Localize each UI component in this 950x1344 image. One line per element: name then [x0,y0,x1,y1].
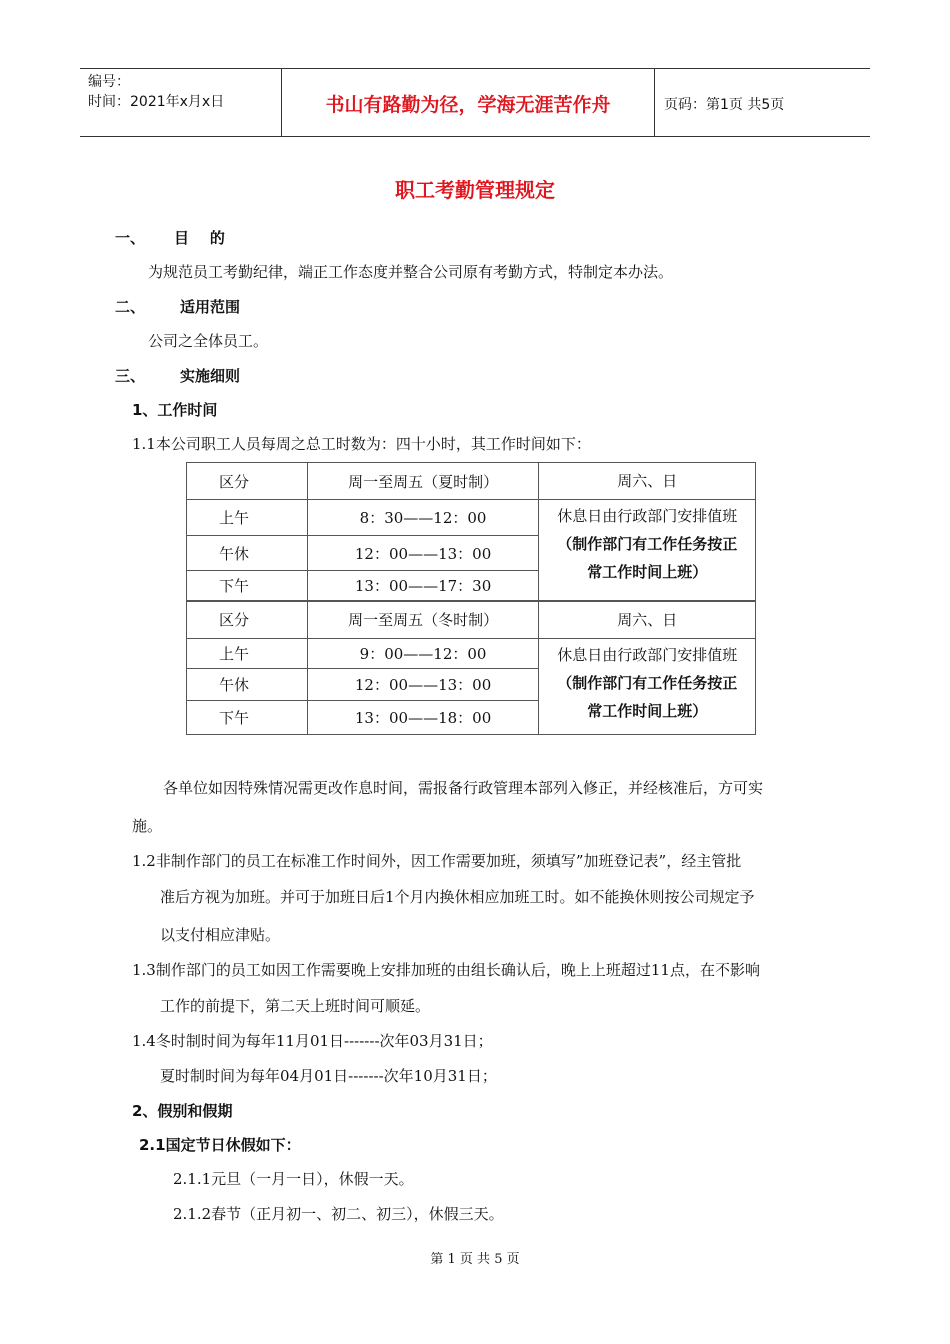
table-header-row [187,463,756,500]
table-row [187,500,756,536]
section-1-heading: 目 的 [174,229,225,247]
header-cell: 周一至周五（冬时制） [307,601,539,638]
document-title: 职工考勤管理规定 [395,178,555,202]
section-2-body: 公司之全体员工。 [148,332,269,350]
weekend-note: （制作部门有工作任务按正 [557,535,738,553]
weekend-cell [539,500,756,601]
page-footer: 第 1 页 共 5 页 [430,1252,520,1267]
section-2-number: 二、 [115,298,146,316]
item-1-4-line: 夏时制时间为每年04月01日-------次年10月31日； [160,1067,497,1085]
weekend-note: 休息日由行政部门安排值班 [557,645,738,664]
time-cell: 12：00——13：00 [307,536,539,571]
header-cell: 周一至周五（夏时制） [307,463,539,500]
item-1-1: 1.1本公司职工人员每周之总工时数为：四十小时，其工作时间如下： [132,435,591,453]
summer-schedule-table [186,462,756,601]
header-top-border [80,68,870,69]
section-1-number: 一、 [115,229,146,247]
header-date: 时间：2021年x月x日 [88,94,225,110]
time-cell: 13：00——17：30 [307,571,539,601]
item-1-3-line: 工作的前提下，第二天上班时间可顺延。 [160,997,431,1015]
section-3-heading: 实施细则 [180,367,241,385]
header-cell: 区分 [187,601,308,638]
header-bottom-border [80,136,870,137]
header-cell: 周六、日 [539,601,756,638]
winter-schedule-table [186,600,756,735]
time-cell: 13：00——18：00 [307,700,539,734]
table-row [187,638,756,668]
header-meta [88,72,224,112]
period-cell: 午休 [187,536,308,571]
item-2-1-2: 2.1.2春节（正月初一、初二、初三），休假三天。 [173,1205,504,1223]
header-divider [654,68,655,136]
weekend-note: （制作部门有工作任务按正 [557,673,738,692]
time-cell: 9：00——12：00 [307,638,539,668]
period-cell: 午休 [187,668,308,700]
period-cell: 上午 [187,500,308,536]
period-cell: 上午 [187,638,308,668]
table-header-row [187,601,756,638]
weekend-cell [539,638,756,734]
item-2-1: 2.1国定节日休假如下： [139,1136,301,1154]
header-cell: 周六、日 [539,463,756,500]
time-cell: 8：30——12：00 [307,500,539,536]
section-1-body: 为规范员工考勤纪律，端正工作态度并整合公司原有考勤方式，特制定本办法。 [148,263,674,281]
header-page-info: 页码：第1页 共5页 [664,97,785,113]
weekend-note: 常工作时间上班） [587,563,708,581]
section-3-number: 三、 [115,367,146,385]
subsection-1-heading: 1、工作时间 [132,401,218,419]
item-1-4-line: 1.4冬时制时间为每年11月01日-------次年03月31日； [132,1032,493,1050]
item-1-2-line: 1.2非制作部门的员工在标准工作时间外，因工作需要加班，须填写”加班登记表”，经主管批 [132,852,742,870]
item-1-2-line: 以支付相应津贴。 [160,926,281,944]
change-note-line: 施。 [132,817,163,835]
item-2-1-1: 2.1.1元旦（一月一日），休假一天。 [173,1170,414,1188]
section-2-heading: 适用范围 [180,298,241,316]
change-note-line: 各单位如因特殊情况需更改作息时间，需报备行政管理本部列入修正，并经核准后，方可实 [163,779,764,797]
item-1-2-line: 准后方视为加班。并可于加班日后1个月内换休相应加班工时。如不能换休则按公司规定予 [160,888,755,906]
item-1-3-line: 1.3制作部门的员工如因工作需要晚上安排加班的由组长确认后，晚上上班超过11点，在不影响 [132,961,760,979]
period-cell: 下午 [187,571,308,601]
subsection-2-heading: 2、假别和假期 [132,1102,233,1120]
header-motto: 书山有路勤为径，学海无涯苦作舟 [325,94,611,116]
period-cell: 下午 [187,700,308,734]
time-cell: 12：00——13：00 [307,668,539,700]
header-number: 编号： [88,74,130,90]
weekend-note: 休息日由行政部门安排值班 [557,507,738,525]
header-cell: 区分 [187,463,308,500]
weekend-note: 常工作时间上班） [587,701,708,720]
